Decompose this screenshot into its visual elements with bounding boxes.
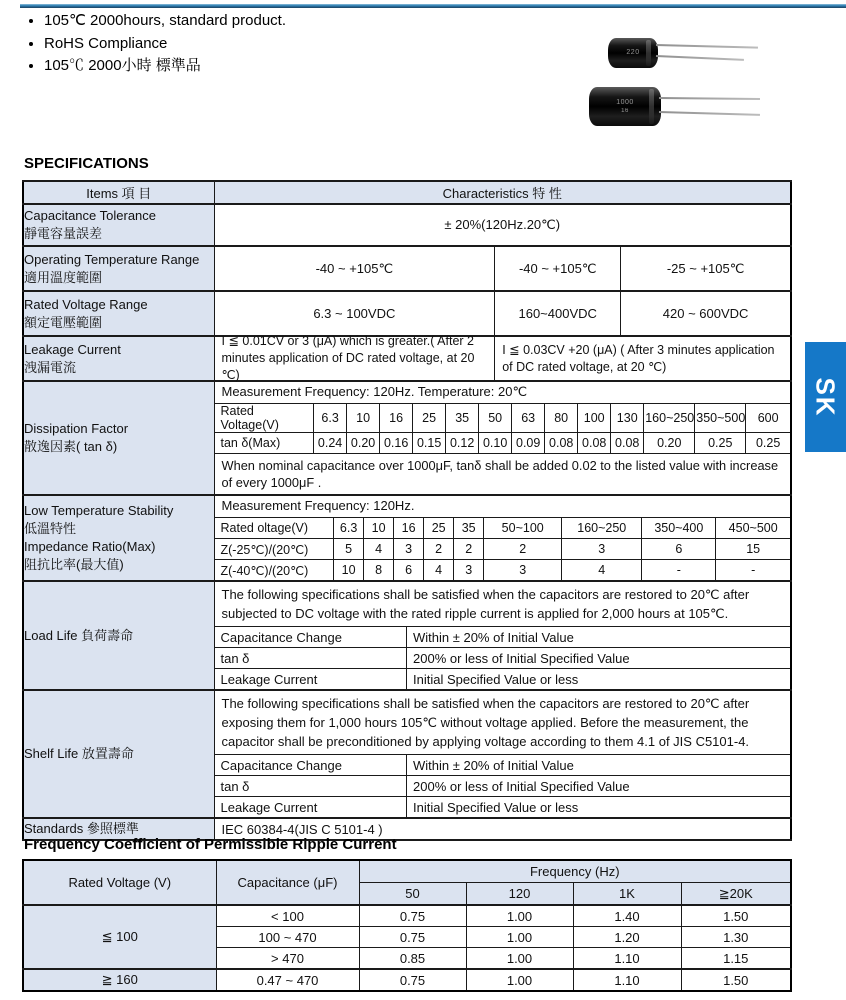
low-temp-voltage: 10 <box>364 518 394 539</box>
ripple-cap-range: < 100 <box>216 905 359 927</box>
rated-voltage-value: 6.3 ~ 100VDC <box>313 306 396 321</box>
row-label-low-temp-stability <box>23 495 214 581</box>
dissipation-note: When nominal capacitance over 1000μF, tanδ shall be added 0.02 to the listed value with increase of every 1000μF . <box>215 453 791 494</box>
label-en: Operating Temperature Range <box>24 251 200 267</box>
series-side-tab-label: SK <box>811 376 841 418</box>
row-label-capacitance-tolerance <box>23 204 214 246</box>
impedance-z25: 2 <box>454 539 484 560</box>
table-row <box>23 291 791 336</box>
ripple-freq-col: 120 <box>466 883 573 906</box>
shelf-life-item-value: Initial Specified Value or less <box>407 797 791 818</box>
impedance-z40: 4 <box>424 560 454 581</box>
capacitor-lead <box>656 55 744 61</box>
rated-voltage-value: 160~400VDC <box>494 292 620 335</box>
ripple-coefficient: 1.40 <box>573 905 681 927</box>
dissipation-tan: 0.08 <box>611 433 644 454</box>
dissipation-tan: 0.24 <box>314 433 347 454</box>
table-row <box>23 246 791 291</box>
impedance-z40: 3 <box>454 560 484 581</box>
bullet-item: • RoHS Compliance <box>44 33 286 56</box>
table-row <box>23 581 791 690</box>
capacitance-tolerance-value: ± 20%(120Hz.20℃) <box>214 204 791 246</box>
rated-voltage-value: 420 ~ 600VDC <box>620 292 790 335</box>
dissipation-sub-table <box>215 404 791 453</box>
shelf-life-item-label: Capacitance Change <box>215 755 407 776</box>
label-zh: 靜電容量誤差 <box>24 226 103 241</box>
table-row <box>23 495 791 581</box>
dissipation-tan: 0.10 <box>479 433 512 454</box>
label-zh: 額定電壓範圍 <box>24 314 103 330</box>
shelf-life-item-label: tan δ <box>215 776 407 797</box>
impedance-z25: 2 <box>424 539 454 560</box>
dissipation-voltage: 350~500 <box>695 404 746 433</box>
dissipation-voltage: 100 <box>578 404 611 433</box>
dissipation-voltage-label: Rated Voltage(V) <box>215 404 314 433</box>
dissipation-tan: 0.08 <box>578 433 611 454</box>
dissipation-tan: 0.09 <box>512 433 545 454</box>
shelf-life-item-value: 200% or less of Initial Specified Value <box>407 776 791 797</box>
row-label-load-life <box>23 581 214 690</box>
ripple-coefficient: 1.00 <box>466 969 573 991</box>
label-zh: 低溫特性 <box>24 521 77 536</box>
label-en: Capacitance Tolerance <box>24 208 157 223</box>
ripple-coefficient: 1.20 <box>573 927 681 948</box>
capacitor-marking: 220 <box>626 49 640 56</box>
capacitor-marking: 16 <box>621 107 629 114</box>
impedance-z25: 4 <box>364 539 394 560</box>
label-zh: 散逸因素( tan δ) <box>24 439 118 454</box>
ripple-coefficient: 1.00 <box>466 948 573 970</box>
label-zh: 洩漏電流 <box>24 359 77 375</box>
ripple-header-rated-voltage: Rated Voltage (V) <box>23 860 216 905</box>
ripple-coefficient: 0.85 <box>359 948 466 970</box>
capacitor-lead <box>656 44 758 49</box>
ripple-coefficient: 1.30 <box>681 927 791 948</box>
low-temp-voltage: 25 <box>424 518 454 539</box>
capacitor-photo-small <box>608 38 658 68</box>
label-en: Low Temperature Stability <box>24 503 174 518</box>
dissipation-tan: 0.16 <box>380 433 413 454</box>
table-row <box>23 969 791 991</box>
top-rule <box>20 4 846 8</box>
impedance-z25: 3 <box>394 539 424 560</box>
op-temp-value: -40 ~ +105℃ <box>494 247 620 290</box>
bullet-item: • 105℃ 2000小時 標準品 <box>44 55 286 78</box>
impedance-z40: 6 <box>394 560 424 581</box>
dissipation-tan-label: tan δ(Max) <box>215 433 314 454</box>
label-en: Dissipation Factor <box>24 421 129 436</box>
ripple-header-capacitance: Capacitance (μF) <box>216 860 359 905</box>
op-temp-value: -40 ~ +105℃ <box>315 260 394 276</box>
dissipation-tan: 0.20 <box>644 433 695 454</box>
specifications-table <box>22 180 792 841</box>
impedance-z25-label: Z(-25℃)/(20℃) <box>215 539 334 560</box>
ripple-cap-range: 100 ~ 470 <box>216 927 359 948</box>
impedance-z40: - <box>716 560 790 581</box>
ripple-freq-col: 50 <box>359 883 466 906</box>
low-temp-voltage: 50~100 <box>484 518 562 539</box>
op-temp-value: -25 ~ +105℃ <box>620 247 790 290</box>
load-life-item-value: 200% or less of Initial Specified Value <box>407 648 791 669</box>
row-label-shelf-life <box>23 690 214 818</box>
impedance-z25: 2 <box>484 539 562 560</box>
shelf-life-item-label: Leakage Current <box>215 797 407 818</box>
dissipation-voltage: 35 <box>446 404 479 433</box>
ripple-coefficient: 1.15 <box>681 948 791 970</box>
shelf-life-item-value: Within ± 20% of Initial Value <box>407 755 791 776</box>
specifications-title: SPECIFICATIONS <box>24 155 149 172</box>
capacitor-photo-large <box>589 87 661 126</box>
load-life-description: The following specifications shall be satisfied when the capacitors are restored to 20℃ after subjected to DC voltage with the rated ripple current is applied for 2,000 hours at 105℃. <box>215 582 791 627</box>
ripple-cap-range: 0.47 ~ 470 <box>216 969 359 991</box>
table-row <box>23 336 791 381</box>
capacitor-lead <box>659 97 760 100</box>
ripple-coefficient: 0.75 <box>359 969 466 991</box>
shelf-life-sub-table <box>215 755 791 817</box>
table-row <box>23 905 791 927</box>
impedance-z40: 8 <box>364 560 394 581</box>
dissipation-tan: 0.20 <box>347 433 380 454</box>
col-header-characteristics: Characteristics 特 性 <box>214 181 791 204</box>
dissipation-frequency-note: Measurement Frequency: 120Hz. Temperature: 20℃ <box>215 382 791 404</box>
load-life-item-label: Leakage Current <box>215 669 407 690</box>
dissipation-voltage: 25 <box>413 404 446 433</box>
low-temp-frequency-note: Measurement Frequency: 120Hz. <box>215 496 791 518</box>
ripple-voltage-group: ≧ 160 <box>23 969 216 991</box>
impedance-z25: 15 <box>716 539 790 560</box>
low-temp-voltage: 6.3 <box>334 518 364 539</box>
label-en: Load Life 負荷壽命 <box>24 627 134 643</box>
load-life-item-value: Within ± 20% of Initial Value <box>407 627 791 648</box>
shelf-life-description: The following specifications shall be satisfied when the capacitors are restored to 20℃ after exposing them for 1,000 hours 105℃ without voltage applied. Before the measurement, the capacitor shall be preconditioned by applying voltage according to them 4.1 of JIS C5101-4. <box>215 691 791 755</box>
impedance-z40: 10 <box>334 560 364 581</box>
label-en: Standards 參照標準 <box>24 821 139 836</box>
label-zh: 適用溫度範圍 <box>24 269 103 285</box>
feature-bullet-list <box>26 10 286 78</box>
load-life-item-label: Capacitance Change <box>215 627 407 648</box>
low-temp-voltage: 160~250 <box>562 518 642 539</box>
dissipation-voltage: 130 <box>611 404 644 433</box>
row-label-leakage-current <box>23 336 214 381</box>
leakage-value: I ≦ 0.01CV or 3 (μA) which is greater.( After 2 minutes application of DC rated voltage, at 20 ℃) <box>221 334 475 382</box>
impedance-z40: 4 <box>562 560 642 581</box>
ripple-coefficient: 0.75 <box>359 927 466 948</box>
row-label-operating-temp <box>23 246 214 291</box>
impedance-z40-label: Z(-40℃)/(20℃) <box>215 560 334 581</box>
impedance-z25: 6 <box>642 539 716 560</box>
capacitor-marking: 1000 <box>616 98 634 106</box>
low-temp-sub-table <box>215 518 791 580</box>
load-life-item-value: Initial Specified Value or less <box>407 669 791 690</box>
dissipation-voltage: 600 <box>746 404 790 433</box>
low-temp-voltage: 350~400 <box>642 518 716 539</box>
dissipation-voltage: 80 <box>545 404 578 433</box>
impedance-z40: - <box>642 560 716 581</box>
dissipation-voltage: 50 <box>479 404 512 433</box>
row-label-dissipation-factor <box>23 381 214 495</box>
bullet-item: • 105℃ 2000hours, standard product. <box>44 10 286 33</box>
table-row <box>23 690 791 818</box>
dissipation-tan: 0.15 <box>413 433 446 454</box>
ripple-coefficient: 1.00 <box>466 905 573 927</box>
dissipation-voltage: 6.3 <box>314 404 347 433</box>
ripple-coefficient: 1.50 <box>681 969 791 991</box>
dissipation-voltage: 10 <box>347 404 380 433</box>
ripple-table-title: Frequency Coefficient of Permissible Ripple Current <box>24 836 397 853</box>
impedance-z25: 5 <box>334 539 364 560</box>
low-temp-voltage: 450~500 <box>716 518 790 539</box>
standards-value: IEC 60384-4(JIS C 5101-4 ) <box>214 818 791 840</box>
series-side-tab <box>805 342 846 452</box>
dissipation-tan: 0.25 <box>695 433 746 454</box>
ripple-coefficient: 1.10 <box>573 969 681 991</box>
impedance-z40: 3 <box>484 560 562 581</box>
ripple-coefficient: 0.75 <box>359 905 466 927</box>
label-en: Rated Voltage Range <box>24 296 148 312</box>
table-row <box>23 381 791 495</box>
ripple-freq-col: 1K <box>573 883 681 906</box>
table-row <box>23 204 791 246</box>
low-temp-voltage: 35 <box>454 518 484 539</box>
ripple-coefficient-table <box>22 859 792 992</box>
ripple-voltage-group: ≦ 100 <box>23 905 216 969</box>
dissipation-tan: 0.25 <box>746 433 790 454</box>
row-label-rated-voltage <box>23 291 214 336</box>
load-life-item-label: tan δ <box>215 648 407 669</box>
dissipation-voltage: 16 <box>380 404 413 433</box>
load-life-sub-table <box>215 627 791 689</box>
impedance-z25: 3 <box>562 539 642 560</box>
label-en: Leakage Current <box>24 341 121 357</box>
ripple-header-frequency: Frequency (Hz) <box>359 860 791 883</box>
ripple-coefficient: 1.00 <box>466 927 573 948</box>
low-temp-voltage: 16 <box>394 518 424 539</box>
low-temp-voltage-label: Rated oltage(V) <box>215 518 334 539</box>
dissipation-voltage: 160~250 <box>644 404 695 433</box>
col-header-items: Items 項 目 <box>23 181 214 204</box>
label-en: Shelf Life 放置壽命 <box>24 746 134 761</box>
dissipation-voltage: 63 <box>512 404 545 433</box>
dissipation-tan: 0.12 <box>446 433 479 454</box>
ripple-coefficient: 1.50 <box>681 905 791 927</box>
ripple-cap-range: > 470 <box>216 948 359 970</box>
label-en: Impedance Ratio(Max) <box>24 539 156 554</box>
dissipation-tan: 0.08 <box>545 433 578 454</box>
ripple-freq-col: ≧20K <box>681 883 791 906</box>
capacitor-lead <box>659 111 760 116</box>
leakage-value: I ≦ 0.03CV +20 (μA) ( After 3 minutes application of DC rated voltage, at 20 ℃) <box>494 337 790 380</box>
label-zh: 阻抗比率(最大值) <box>24 557 124 572</box>
ripple-coefficient: 1.10 <box>573 948 681 970</box>
